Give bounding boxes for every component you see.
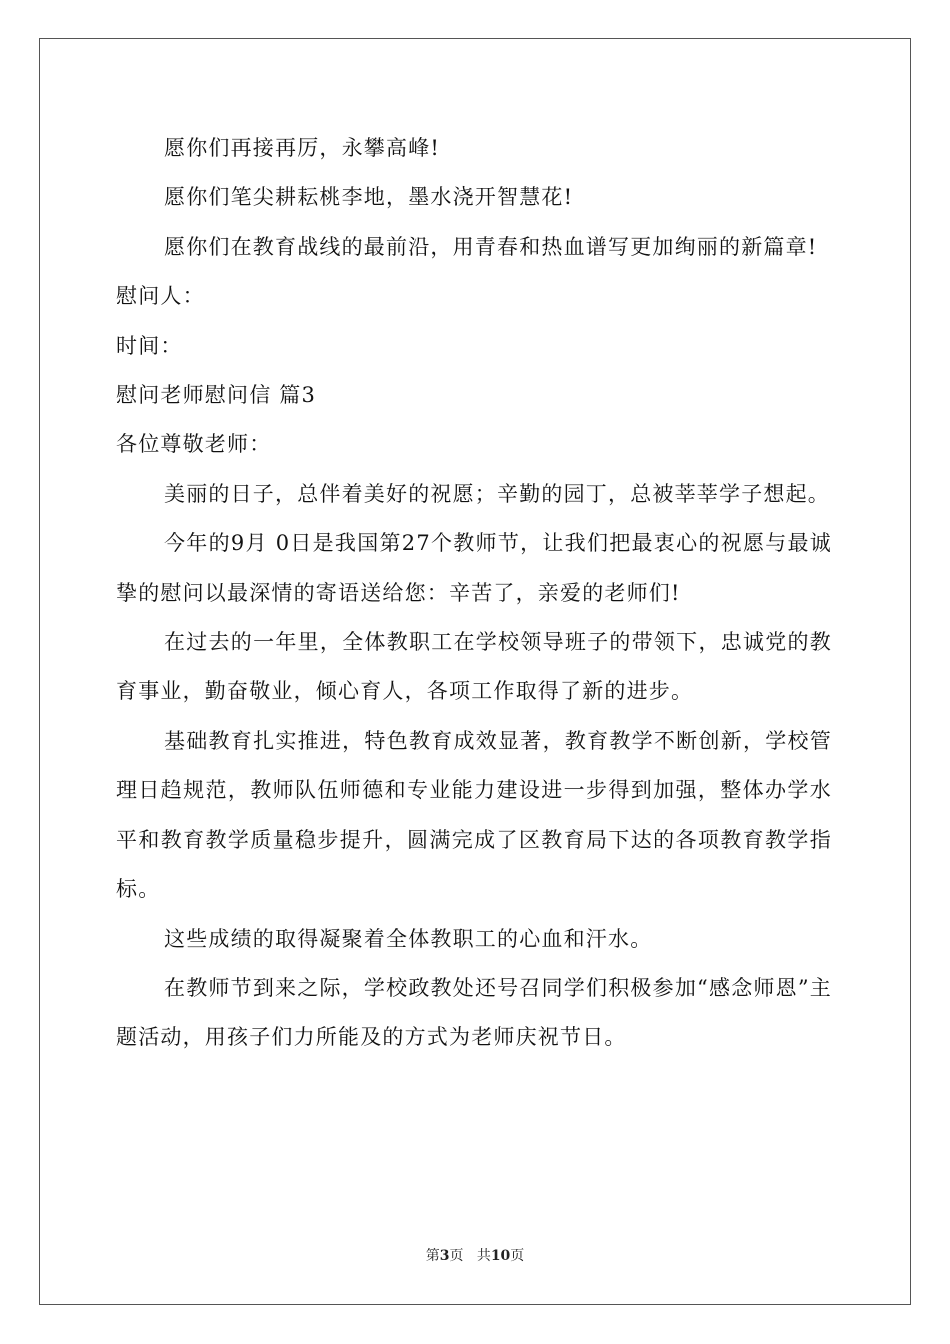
- date-label: 时间：: [116, 333, 183, 358]
- paragraph: 美丽的日子，总伴着美好的祝愿；辛勤的园丁，总被莘莘学子想起。: [164, 481, 830, 506]
- page-prefix: 第: [425, 1248, 440, 1264]
- section-heading: 慰问老师慰问信 篇3: [116, 383, 317, 408]
- paragraph: 在过去的一年里，全体教职工在学校领导班子的带领下，忠诚党的教育事业，勤奋敬业，倾心育人，各项工作取得了新的进步。: [116, 630, 832, 704]
- paragraph: 基础教育扎实推进，特色教育成效显著，教育教学不断创新，学校管理日趋规范，教师队伍师德和专业能力建设进一步得到加强，整体办学水平和教育教学质量稳步提升，圆满完成了区教育局下达的各项教育教学指标。: [116, 728, 832, 902]
- signatory-label: 慰问人：: [116, 284, 205, 309]
- paragraph: 愿你们在教育战线的最前沿，用青春和热血谱写更加绚丽的新篇章!: [164, 234, 818, 259]
- total-prefix: 共: [476, 1248, 491, 1264]
- current-page-number: 3: [439, 1248, 450, 1264]
- salutation: 各位尊敬老师：: [116, 432, 272, 457]
- paragraph: 在教师节到来之际，学校政教处还号召同学们积极参加“感念师恩”主题活动，用孩子们力所能及的方式为老师庆祝节日。: [116, 975, 832, 1050]
- document-body: [116, 124, 832, 1063]
- page-footer: [0, 1246, 950, 1266]
- total-suffix: 页: [510, 1248, 525, 1264]
- paragraph: 这些成绩的取得凝聚着全体教职工的心血和汗水。: [164, 926, 653, 951]
- paragraph: 愿你们笔尖耕耘桃李地，墨水浇开智慧花!: [164, 185, 574, 210]
- paragraph: 愿你们再接再厉，永攀高峰!: [164, 136, 441, 160]
- total-pages-number: 10: [490, 1248, 511, 1264]
- page-suffix: 页: [449, 1248, 464, 1264]
- paragraph: 今年的9月 0日是我国第27个教师节，让我们把最衷心的祝愿与最诚挚的慰问以最深情的寄语送给您：辛苦了，亲爱的老师们!: [116, 531, 832, 605]
